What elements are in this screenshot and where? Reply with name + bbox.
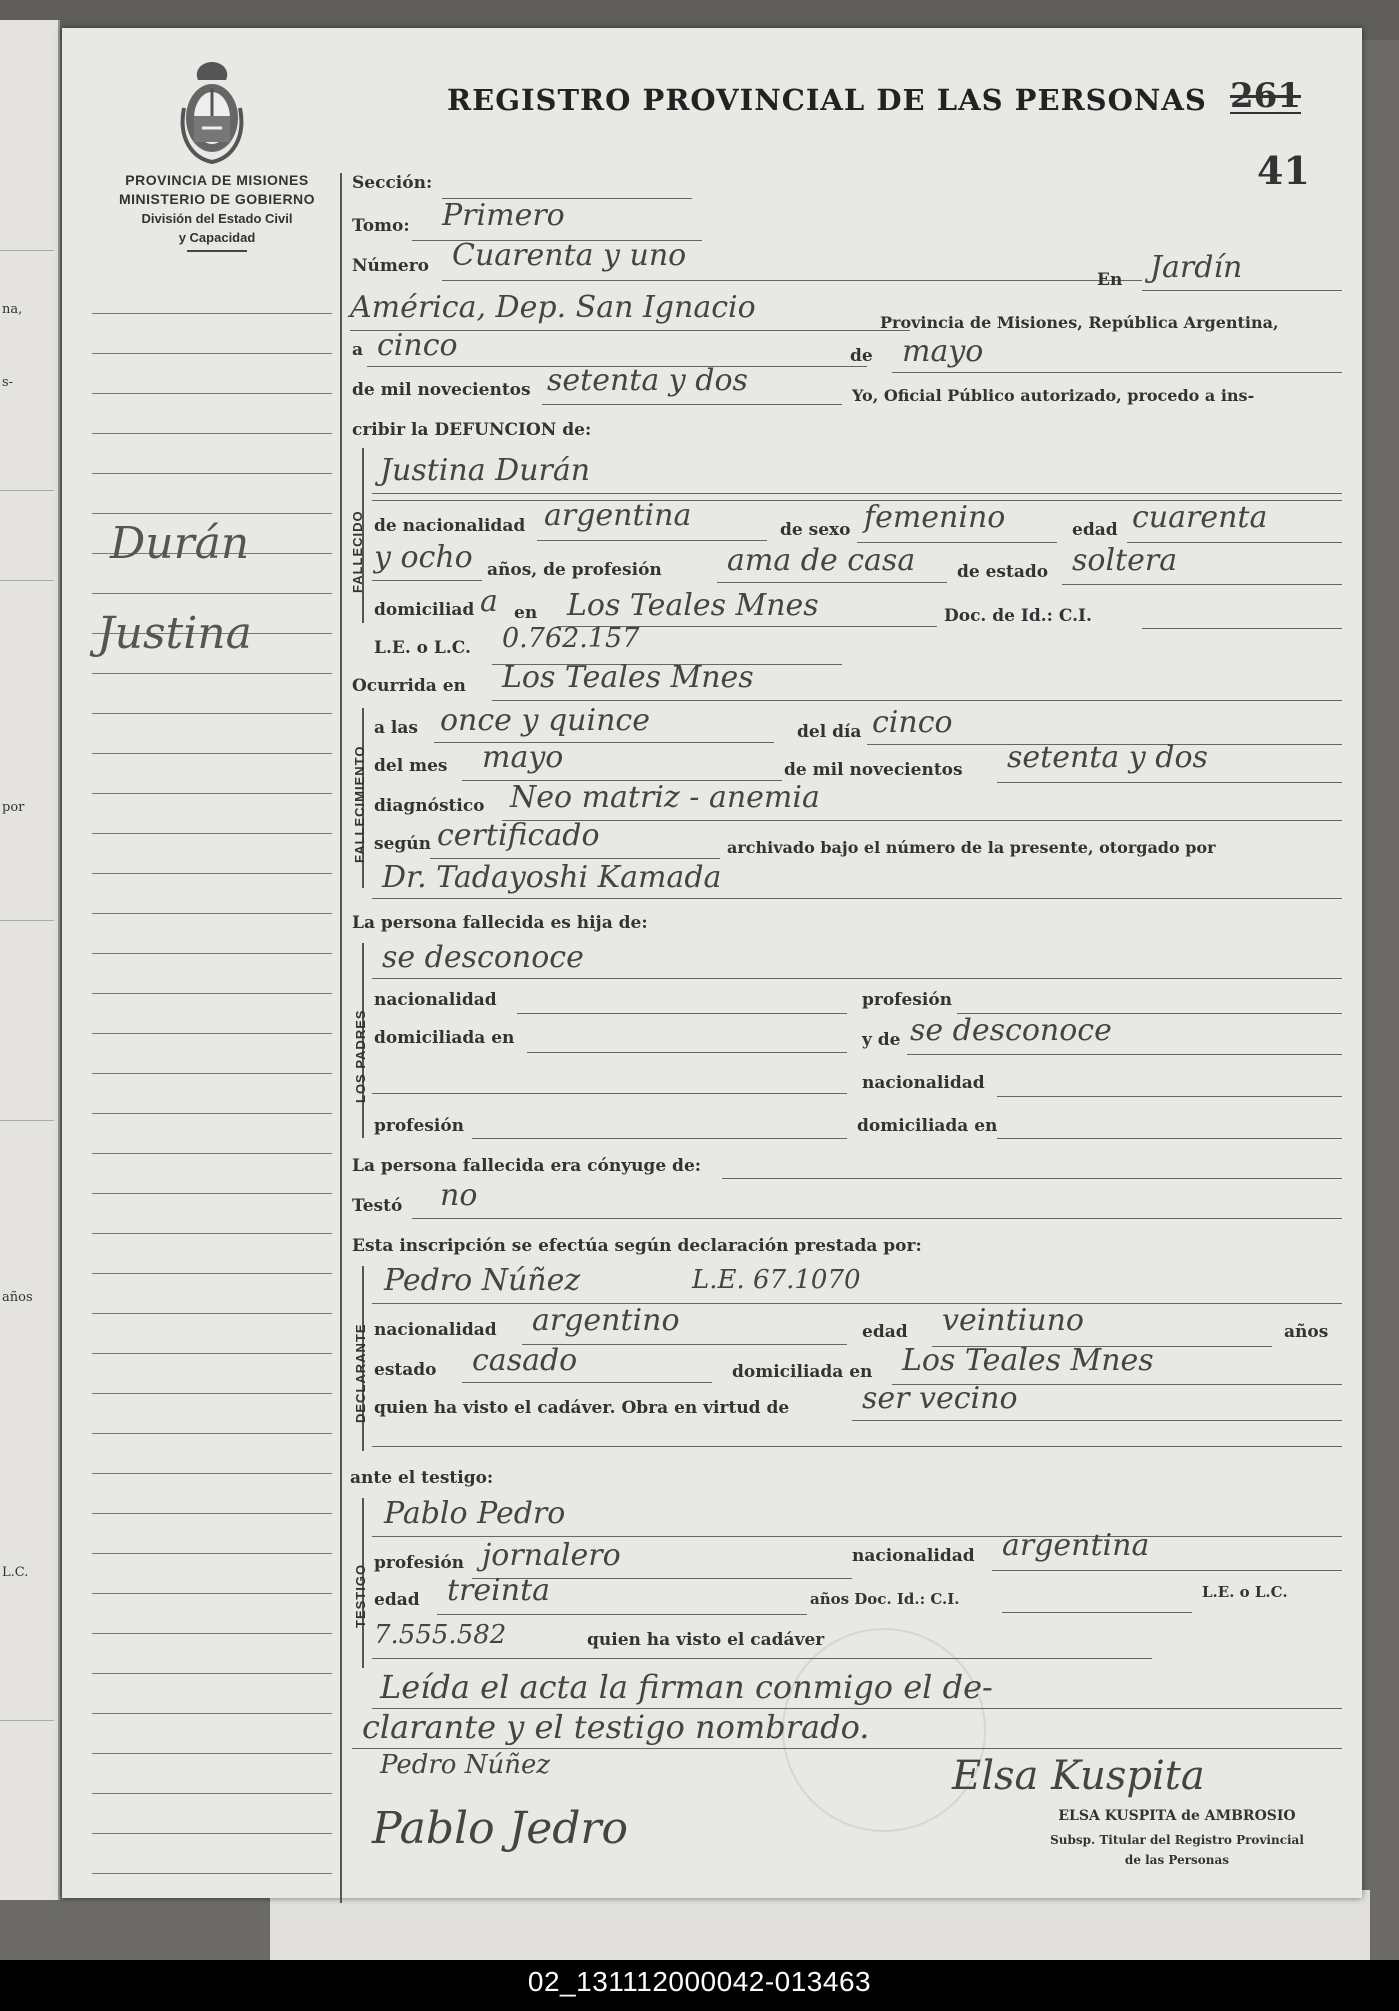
- nacionalidad-label: de nacionalidad: [374, 516, 526, 536]
- nacionalidad-value: argentina: [544, 498, 692, 533]
- field-line: [372, 1446, 1342, 1447]
- edad-value-d: veintiuno: [942, 1303, 1084, 1338]
- closing-line-1: Leída el acta la firman conmigo el de-: [380, 1668, 993, 1706]
- en-label-2: en: [514, 603, 538, 623]
- field-line: [542, 404, 842, 405]
- tomo-value: Primero: [442, 198, 565, 233]
- le-value: 0.762.157: [502, 623, 640, 654]
- diagnostico-label: diagnóstico: [374, 796, 485, 816]
- en-value: Jardín: [1150, 250, 1243, 285]
- facing-text: L.C.: [2, 1565, 29, 1580]
- field-line: [992, 1570, 1342, 1571]
- edad-label: edad: [1072, 520, 1118, 540]
- margin-line: [92, 1873, 332, 1874]
- authority-line: División del Estado Civil: [141, 211, 293, 226]
- field-line: [997, 782, 1342, 783]
- profesion2-label: profesión: [374, 1116, 465, 1136]
- field-line: [372, 978, 1342, 979]
- margin-line: [92, 1353, 332, 1354]
- margin-line: [92, 1233, 332, 1234]
- de-label: de: [850, 346, 873, 366]
- profesion-label-t: profesión: [374, 1553, 465, 1573]
- margin-line: [92, 993, 332, 994]
- a-las-label: a las: [374, 718, 418, 738]
- segun-label: según: [374, 834, 431, 854]
- year-value: setenta y dos: [547, 363, 748, 398]
- nacionalidad-label-p: nacionalidad: [374, 990, 497, 1010]
- field-line: [537, 540, 767, 541]
- domiciliada-label-d: domiciliada en: [732, 1362, 873, 1382]
- visto-label-d: quien ha visto el cadáver. Obra en virtud de: [374, 1398, 790, 1418]
- nacionalidad-label-t: nacionalidad: [852, 1546, 975, 1566]
- field-line: [997, 1096, 1342, 1097]
- section-label-fallecido: FALLECIDO: [350, 510, 365, 593]
- page-title: REGISTRO PROVINCIAL DE LAS PERSONAS: [447, 83, 1207, 117]
- margin-line: [92, 873, 332, 874]
- margin-line: [92, 833, 332, 834]
- field-line: [372, 493, 1342, 494]
- image-filename: 02_131112000042-013463: [527, 1966, 872, 1997]
- coat-of-arms-icon: [172, 58, 252, 168]
- rule: [0, 1720, 54, 1721]
- ocurrida-value: Los Teales Mnes: [502, 660, 754, 695]
- sexo-label: de sexo: [780, 520, 851, 540]
- facing-text: s-: [2, 375, 14, 390]
- field-line: [412, 1218, 1342, 1219]
- segun-value: certificado: [437, 818, 600, 853]
- domiciliada2-label: domiciliada en: [857, 1116, 998, 1136]
- field-line: [492, 700, 1342, 701]
- edad-label-d: edad: [862, 1322, 908, 1342]
- rule: [187, 250, 247, 252]
- facing-text: na,: [2, 302, 23, 317]
- doc-label: Doc. de Id.: C.I.: [944, 606, 1092, 626]
- day-value: cinco: [377, 328, 458, 363]
- margin-line: [92, 1673, 332, 1674]
- margin-line: [92, 1033, 332, 1034]
- profesion-value: ama de casa: [727, 543, 916, 578]
- margin-line: [92, 1473, 332, 1474]
- margin-line: [92, 1433, 332, 1434]
- field-line: [442, 280, 1142, 281]
- authority-line: y Capacidad: [178, 230, 256, 245]
- madre-value: se desconoce: [910, 1013, 1112, 1048]
- section-label-declarante: DECLARANTE: [353, 1323, 368, 1423]
- margin-line: [92, 1153, 332, 1154]
- profesion-label-p: profesión: [862, 990, 953, 1010]
- authority-line: PROVINCIA DE MISIONES: [125, 172, 309, 188]
- mil-label: de mil novecientos: [352, 380, 531, 400]
- margin-line: [92, 1593, 332, 1594]
- struck-number: 261: [1230, 76, 1301, 116]
- anos-label-d: años: [1284, 1322, 1329, 1342]
- hija-label: La persona fallecida es hija de:: [352, 913, 648, 933]
- section-label-testigo: TESTIGO: [353, 1563, 368, 1628]
- estado-value: soltera: [1072, 543, 1178, 578]
- edad-value-t: treinta: [447, 1573, 551, 1608]
- field-line: [430, 858, 720, 859]
- month-value: mayo: [902, 334, 984, 369]
- field-line: [437, 1614, 807, 1615]
- field-line: [372, 1093, 847, 1094]
- oficial-text: Yo, Oficial Público autorizado, procedo a ins-: [852, 386, 1255, 405]
- margin-line: [92, 593, 332, 594]
- estado-label: de estado: [957, 562, 1049, 582]
- edad-value: cuarenta: [1132, 500, 1268, 535]
- folio-number: 41: [1257, 148, 1310, 193]
- domicilio-value: Los Teales Mnes: [567, 588, 819, 623]
- margin-line: [92, 1073, 332, 1074]
- estado-label-d: estado: [374, 1360, 437, 1380]
- margin-line: [92, 1393, 332, 1394]
- margin-line: [92, 1113, 332, 1114]
- margin-line: [92, 1833, 332, 1834]
- page-edge: [270, 1890, 1370, 1960]
- official-name: ELSA KUSPITA de AMBROSIO: [1058, 1808, 1296, 1824]
- seccion-label: Sección:: [352, 173, 433, 193]
- margin-surname: Durán: [110, 518, 250, 569]
- a-label: a: [352, 340, 364, 360]
- field-line: [1142, 628, 1342, 629]
- numero-label: Número: [352, 256, 429, 276]
- field-line: [472, 1138, 847, 1139]
- doc-value-t: 7.555.582: [374, 1620, 507, 1650]
- en-label: En: [1097, 270, 1123, 290]
- margin-line: [92, 1713, 332, 1714]
- le-label-t: L.E. o L.C.: [1202, 1583, 1288, 1601]
- margin-line: [92, 673, 332, 674]
- margin-line: [92, 433, 332, 434]
- declarante-doc: L.E. 67.1070: [692, 1265, 861, 1295]
- place-value: América, Dep. San Ignacio: [350, 290, 756, 325]
- archivado-text: archivado bajo el número de la presente, otorgado por: [727, 838, 1216, 857]
- signature-official: Elsa Kuspita: [952, 1753, 1205, 1799]
- field-line: [502, 820, 1342, 821]
- margin-line: [92, 753, 332, 754]
- nacionalidad-value-t: argentina: [1002, 1528, 1150, 1563]
- diagnostico-value: Neo matriz - anemia: [510, 780, 820, 815]
- margin-line: [92, 313, 332, 314]
- facing-text: años: [2, 1290, 33, 1305]
- declarante-intro: Esta inscripción se efectúa según declaración prestada por:: [352, 1236, 922, 1256]
- margin-line: [92, 1513, 332, 1514]
- field-line: [527, 1052, 847, 1053]
- numero-value: Cuarenta y uno: [452, 238, 687, 273]
- provincia-text: Provincia de Misiones, República Argentina,: [880, 313, 1279, 332]
- conyuge-label: La persona fallecida era cónyuge de:: [352, 1156, 702, 1176]
- authority-line: MINISTERIO DE GOBIERNO: [118, 191, 316, 207]
- nacionalidad-label-d: nacionalidad: [374, 1320, 497, 1340]
- deceased-name: Justina Durán: [380, 453, 591, 488]
- domiciliada-label-p: domiciliada en: [374, 1028, 515, 1048]
- anio-value: setenta y dos: [1007, 740, 1208, 775]
- signature-testigo: Pablo Jedro: [372, 1803, 628, 1854]
- declarante-name: Pedro Núñez: [384, 1263, 581, 1298]
- testo-label: Testó: [352, 1196, 403, 1216]
- rule: [0, 490, 54, 491]
- field-line: [372, 898, 1342, 899]
- field-line: [907, 1054, 1342, 1055]
- nacionalidad2-label: nacionalidad: [862, 1073, 985, 1093]
- rule: [0, 580, 54, 581]
- document-page: [62, 28, 1362, 1898]
- margin-line: [92, 793, 332, 794]
- field-line: [372, 1536, 1342, 1537]
- signature-declarante: Pedro Núñez: [380, 1750, 551, 1780]
- cribir-text: cribir la DEFUNCION de:: [352, 420, 592, 440]
- domiciliad-label: domiciliad: [374, 600, 475, 620]
- margin-line: [92, 1753, 332, 1754]
- edad-value-2: y ocho: [374, 540, 473, 575]
- field-line: [372, 1658, 1152, 1659]
- mil-label-2: de mil novecientos: [784, 760, 963, 780]
- field-line: [372, 580, 482, 581]
- virtud-value: ser vecino: [862, 1381, 1018, 1416]
- y-de-label: y de: [862, 1030, 901, 1050]
- facing-text: por: [2, 800, 25, 815]
- margin-line: [92, 1793, 332, 1794]
- nacionalidad-value-d: argentino: [532, 1303, 680, 1338]
- anos-profesion-label: años, de profesión: [487, 560, 662, 580]
- tomo-label: Tomo:: [352, 216, 410, 236]
- margin-line: [92, 713, 332, 714]
- margin-line: [92, 513, 332, 514]
- official-title-2: de las Personas: [1124, 1853, 1230, 1867]
- ante-testigo-label: ante el testigo:: [350, 1468, 494, 1488]
- field-line: [462, 1382, 712, 1383]
- del-dia-label: del día: [797, 722, 862, 742]
- margin-line: [92, 913, 332, 914]
- domicilio-value-d: Los Teales Mnes: [902, 1343, 1154, 1378]
- edad-label-t: edad: [374, 1590, 420, 1610]
- field-line: [1142, 290, 1342, 291]
- domiciliad-suffix: a: [480, 584, 498, 619]
- field-line: [372, 1303, 1342, 1304]
- field-line: [1002, 1612, 1192, 1613]
- closing-line-2: clarante y el testigo nombrado.: [362, 1708, 870, 1746]
- mes-value: mayo: [482, 740, 564, 775]
- padre-value: se desconoce: [382, 940, 584, 975]
- visto-label-t: quien ha visto el cadáver: [587, 1630, 825, 1650]
- field-line: [852, 1420, 1342, 1421]
- margin-line: [92, 353, 332, 354]
- hora-value: once y quince: [440, 703, 650, 738]
- section-label-fallecimiento: FALLECIMIENTO: [352, 745, 367, 863]
- margin-line: [92, 1193, 332, 1194]
- profesion-value-t: jornalero: [482, 1538, 621, 1573]
- testigo-name: Pablo Pedro: [384, 1496, 566, 1531]
- field-line: [722, 1178, 1342, 1179]
- le-label: L.E. o L.C.: [374, 638, 471, 658]
- margin-line: [92, 953, 332, 954]
- rule: [0, 920, 54, 921]
- dia-value: cinco: [872, 705, 953, 740]
- del-mes-label: del mes: [374, 756, 448, 776]
- ocurrida-label: Ocurrida en: [352, 676, 466, 696]
- section-label-padres: LOS PADRES: [353, 1009, 368, 1103]
- anos-doc-label-t: años Doc. Id.: C.I.: [810, 1590, 960, 1608]
- rule: [0, 250, 54, 251]
- field-line: [1062, 584, 1342, 585]
- margin-line: [92, 393, 332, 394]
- margin-line: [92, 473, 332, 474]
- estado-value-d: casado: [472, 1343, 578, 1378]
- medico-value: Dr. Tadayoshi Kamada: [382, 860, 722, 895]
- margin-line: [92, 1313, 332, 1314]
- official-title: Subsp. Titular del Registro Provincial: [1050, 1833, 1304, 1847]
- margin-line: [92, 1553, 332, 1554]
- field-line: [517, 1013, 847, 1014]
- field-line: [352, 1748, 1342, 1749]
- field-line: [892, 372, 1342, 373]
- field-line: [997, 1138, 1342, 1139]
- margin-given-name: Justina: [97, 608, 252, 659]
- margin-line: [92, 1633, 332, 1634]
- margin-line: [92, 1273, 332, 1274]
- sexo-value: femenino: [864, 500, 1006, 535]
- issuing-authority: [82, 171, 352, 252]
- facing-page: [0, 20, 60, 1900]
- testo-value: no: [440, 1178, 478, 1213]
- column-divider: [340, 173, 342, 1903]
- field-line: [717, 582, 947, 583]
- rule: [0, 1120, 54, 1121]
